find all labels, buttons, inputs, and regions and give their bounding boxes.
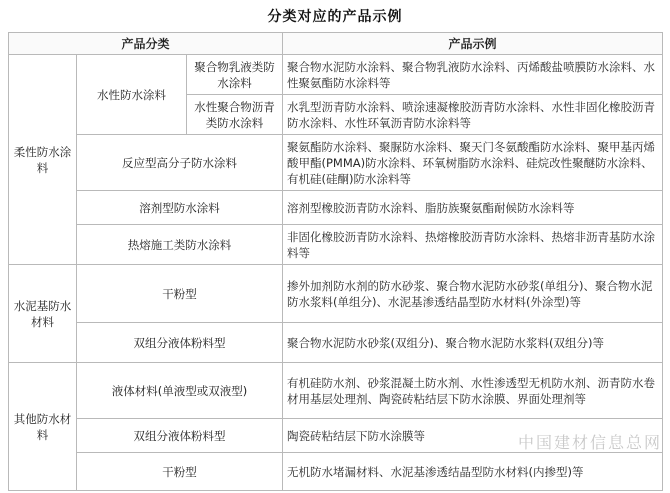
type-polymer-asphalt: 水性聚合物沥青类防水涂料 — [187, 95, 283, 135]
header-row — [9, 33, 663, 55]
example-hotmelt: 非固化橡胶沥青防水涂料、热熔橡胶沥青防水涂料、热熔非沥青基防水涂料等 — [283, 225, 663, 265]
subgroup-other-two-component: 双组分液体粉料型 — [77, 419, 283, 453]
page-title: 分类对应的产品示例 — [267, 9, 403, 25]
example-solvent: 溶剂型橡胶沥青防水涂料、脂肪族聚氨酯耐候防水涂料等 — [283, 191, 663, 225]
subgroup-solvent: 溶剂型防水涂料 — [77, 191, 283, 225]
table-row — [9, 191, 663, 225]
table-row — [9, 265, 663, 323]
subgroup-waterborne: 水性防水涂料 — [77, 55, 187, 135]
table-row — [9, 55, 663, 95]
table-row — [9, 225, 663, 265]
header-category: 产品分类 — [9, 33, 283, 55]
example-polymer-emulsion: 聚合物水泥防水涂料、聚合物乳液防水涂料、丙烯酸盐喷膜防水涂料、水性聚氨酯防水涂料等 — [283, 55, 663, 95]
table-row — [9, 363, 663, 419]
subgroup-hotmelt: 热熔施工类防水涂料 — [77, 225, 283, 265]
group-flexible: 柔性防水涂料 — [9, 55, 77, 265]
subgroup-cement-dry: 干粉型 — [77, 265, 283, 323]
group-other: 其他防水材料 — [9, 363, 77, 491]
example-other-two-component: 陶瓷砖粘结层下防水涂膜等 — [283, 419, 663, 453]
table-row — [9, 323, 663, 363]
example-polymer-asphalt: 水乳型沥青防水涂料、喷涂速凝橡胶沥青防水涂料、水性非固化橡胶沥青防水涂料、水性环氧沥青防水涂料等 — [283, 95, 663, 135]
type-polymer-emulsion: 聚合物乳液类防水涂料 — [187, 55, 283, 95]
subgroup-other-dry: 干粉型 — [77, 453, 283, 491]
table-row — [9, 135, 663, 191]
subgroup-reactive: 反应型高分子防水涂料 — [77, 135, 283, 191]
example-reactive: 聚氨酯防水涂料、聚脲防水涂料、聚天门冬氨酸酯防水涂料、聚甲基丙烯酸甲酯(PMMA)防水涂料、环氧树脂防水涂料、硅烷改性聚醚防水涂料、有机硅(硅酮)防水涂料等 — [283, 135, 663, 191]
example-other-liquid: 有机硅防水剂、砂浆混凝土防水剂、水性渗透型无机防水剂、沥青防水卷材用基层处理剂、陶瓷砖粘结层下防水涂膜、界面处理剂等 — [283, 363, 663, 419]
subgroup-cement-two-component: 双组分液体粉料型 — [77, 323, 283, 363]
table-row — [9, 453, 663, 491]
subgroup-other-liquid: 液体材料(单液型或双液型) — [77, 363, 283, 419]
watermark: 中国建材信息总网 — [517, 433, 662, 452]
example-cement-two-component: 聚合物水泥防水砂浆(双组分)、聚合物水泥防水浆料(双组分)等 — [283, 323, 663, 363]
header-example: 产品示例 — [283, 33, 663, 55]
product-classification-table — [8, 32, 663, 491]
example-cement-dry: 掺外加剂防水剂的防水砂浆、聚合物水泥防水砂浆(单组分)、聚合物水泥防水浆料(单组分)、水泥基渗透结晶型防水材料(外涂型)等 — [283, 265, 663, 323]
example-other-dry: 无机防水堵漏材料、水泥基渗透结晶型防水材料(内掺型)等 — [283, 453, 663, 491]
group-cement: 水泥基防水材料 — [9, 265, 77, 363]
